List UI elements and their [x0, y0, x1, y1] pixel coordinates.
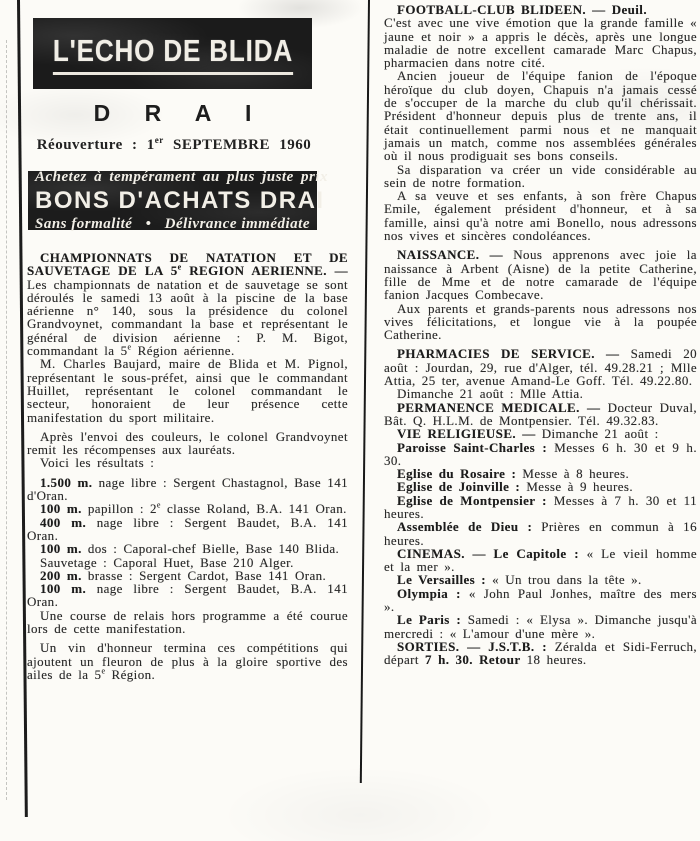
- text-segment: Prières en commun à 16 heures.: [384, 519, 697, 548]
- reopening-superscript: er: [154, 135, 164, 145]
- text-segment: 100 m.: [40, 501, 82, 517]
- text-segment: nage libre : Sergent Baudet, B.A. 141 Oran.: [27, 581, 348, 610]
- text-segment: Eglise de Joinville :: [397, 479, 527, 495]
- text-segment: Messe à 9 heures.: [526, 479, 634, 495]
- paragraph: [384, 573, 697, 586]
- text-segment: Messes 6 h. 30 et 9 h. 30.: [384, 439, 697, 468]
- ad-slogan-right: Délivrance immédiate: [164, 215, 310, 232]
- text-segment: Samedi : « Elysa ». Dimanche jusqu'à mercredi : « L'amour d'une mère ».: [384, 612, 697, 641]
- text-segment: Le Paris :: [397, 612, 468, 628]
- paragraph: [27, 542, 348, 555]
- text-segment: 18 heures.: [520, 652, 587, 668]
- paragraph: [384, 3, 697, 69]
- text-segment: Après l'envoi des couleurs, le colonel Grandvoynet remit les récompenses aux lauréats.: [27, 428, 348, 458]
- paragraph: [27, 516, 348, 543]
- ad-slogan-left: Sans formalité: [35, 215, 133, 232]
- masthead-title: L'ECHO DE BLIDA: [52, 33, 292, 75]
- paragraph: [384, 467, 697, 480]
- paragraph: [384, 163, 697, 190]
- reopening-text: Réouverture : 1: [36, 137, 155, 153]
- text-segment: Messes à 7 h. 30 et 11 heures.: [384, 492, 697, 521]
- paragraph: [384, 587, 697, 614]
- text-segment: NAISSANCE. —: [397, 247, 514, 263]
- text-segment: Sauvetage : Caporal Huet, Base 210 Alger.: [40, 554, 294, 570]
- paragraph: [384, 387, 697, 400]
- text-segment: Une course de relais hors programme a été courue lors de cette manifestation.: [27, 607, 348, 637]
- left-column: [27, 251, 348, 681]
- left-border-rule: [17, 0, 27, 817]
- drai-heading: D R A I: [93, 100, 266, 126]
- text-segment: « John Paul Jonhes, maître des mers ».: [384, 585, 697, 615]
- reopening-date: SEPTEMBRE 1960: [163, 137, 312, 153]
- text-segment: PHARMACIES DE SERVICE. —: [397, 346, 631, 362]
- text-segment: M. Charles Baujard, maire de Blida et M. Pignol, représentant le sous-préfet, ainsi que le commandant Huillet, représentant le colonel commandant le secteur, honoraient de leur présence cette manifestation du sport militaire.: [27, 356, 348, 425]
- text-segment: Zéralda et Sidi-Ferruch, départ: [384, 638, 697, 668]
- text-segment: Samedi 20 août : Jourdan, 29, rue d'Alger, tél. 49.28.21 ; Mlle Attia, 25 ter, avenue Amand-Le Goff. Tél. 49.22.80.: [384, 346, 698, 389]
- text-segment: CINEMAS. —: [397, 545, 494, 561]
- paragraph: [27, 569, 348, 582]
- text-segment: FOOTBALL-CLUB BLIDEEN. — Deuil.: [397, 2, 647, 17]
- text-segment: Un vin d'honneur termina ces compétitions qui ajoutent un fleuron de plus à la gloire sportive des ailes de la 5: [27, 640, 348, 682]
- bullet-separator: •: [145, 215, 152, 232]
- paragraph: [27, 582, 348, 609]
- paragraph: [27, 641, 348, 681]
- text-segment: Eglise de Montpensier :: [397, 492, 554, 508]
- paragraph: [384, 480, 697, 493]
- paragraph: [27, 251, 348, 357]
- text-segment: « Le vieil homme et la mer ».: [384, 545, 698, 575]
- paragraph: [384, 520, 697, 547]
- right-column: [384, 3, 697, 667]
- paragraph: [27, 502, 348, 515]
- text-segment: Nous apprenons avec joie la naissance à Arbent (Aisne) de la petite Catherine, fille de Mme et de notre camarade de l'équipe fanion Jacques Combecave.: [384, 247, 697, 303]
- text-segment: nage libre : Sergent Chastagnol, Base 141 d'Oran.: [27, 474, 349, 504]
- text-segment: classe Roland, B.A. 141 Oran.: [160, 501, 347, 517]
- text-segment: nage libre : Sergent Baudet, B.A. 141 Oran.: [27, 514, 348, 543]
- ad-main-text: BONS D'ACHATS DRAI: [35, 186, 325, 214]
- ad-box: [28, 168, 329, 232]
- paragraph: [384, 427, 697, 440]
- ad-slogan-bottom: [35, 216, 310, 233]
- ad-slogan-top: Achetez à tempérament au plus juste prix: [35, 168, 329, 185]
- text-segment: Dimanche 21 août :: [541, 426, 659, 442]
- page-edge-faint-rule: [6, 40, 7, 800]
- text-segment: « Un trou dans la tête ».: [492, 572, 642, 588]
- column-divider: [360, 0, 370, 783]
- text-segment: VIE RELIGIEUSE. —: [397, 426, 542, 442]
- text-segment: e: [177, 262, 182, 272]
- text-segment: Voici les résultats :: [40, 455, 155, 471]
- text-segment: e: [156, 501, 161, 511]
- text-segment: Région.: [105, 666, 156, 682]
- paragraph: [27, 609, 348, 636]
- text-segment: PERMANENCE MEDICALE. —: [397, 399, 608, 415]
- text-segment: Paroisse Saint-Charles :: [397, 439, 555, 455]
- paragraph: [384, 547, 697, 574]
- text-segment: Sa disparation va créer un vide considérable au sein de notre formation.: [384, 161, 697, 190]
- text-segment: 100 m.: [40, 581, 87, 597]
- text-segment: Assemblée de Dieu :: [397, 519, 542, 535]
- text-segment: papillon : 2: [81, 501, 157, 517]
- text-segment: 200 m.: [40, 567, 82, 583]
- text-segment: Eglise du Rosaire :: [397, 466, 523, 482]
- text-segment: dos : Caporal-chef Bielle, Base 140 Blida.: [81, 541, 340, 557]
- text-segment: Le Capitole :: [493, 545, 587, 561]
- text-segment: e: [127, 342, 132, 352]
- text-segment: Messe à 8 heures.: [522, 466, 630, 482]
- text-segment: CHAMPIONNATS DE NATATION ET DE SAUVETAGE DE LA 5: [27, 250, 348, 279]
- text-segment: 100 m.: [40, 541, 82, 557]
- text-segment: 1.500 m.: [40, 474, 93, 490]
- text-segment: C'est avec une vive émotion que la grande famille « jaune et noir » a appris le décès, après une longue maladie de notre excellent camarade Marc Chapus, pharmacien dans notre cité.: [384, 15, 697, 71]
- paragraph: [384, 189, 697, 242]
- text-segment: Les championnats de natation et de sauvetage se sont déroulés le samedi 13 août à la piscine de la base aérienne n° 140, sous la présidence du colonel Grandvoynet, commandant la base et représentant le général de division aérienne : P. M. Bigot, commandant la 5: [27, 276, 348, 359]
- text-segment: Région aérienne.: [131, 343, 235, 359]
- paragraph: [27, 456, 348, 469]
- paragraph: [27, 430, 348, 457]
- text-segment: Olympia :: [397, 585, 469, 601]
- paragraph: [384, 248, 697, 301]
- text-segment: Docteur Duval, Bât. Q. H.L.M. de Montpensier. Tél. 49.32.83.: [384, 399, 697, 428]
- paragraph: [384, 613, 697, 640]
- paragraph: [384, 640, 697, 667]
- paragraph: [27, 556, 348, 569]
- text-segment: 7 h. 30. Retour: [425, 652, 521, 668]
- paragraph: [27, 357, 348, 423]
- text-segment: A sa veuve et ses enfants, à son frère Chapus Emile, également président d'honneur, et à sa famille, ainsi qu'à notre ami Bonello, nous adressons nos vives et sincères condoléances.: [384, 188, 697, 244]
- text-segment: e: [101, 666, 106, 676]
- text-segment: Aux parents et grands-parents nous adressons nos vives félicitations, et longue vie à la poupée Catherine.: [384, 300, 697, 343]
- text-segment: Ancien joueur de l'équipe fanion de l'époque héroïque du club doyen, Chapuis n'a jamais cessé de s'occuper de la marche du club qu'il chérissait. Président d'honneur depuis plus de trente ans, il était continuellement parmi nous et ne manquait jamais un match, comme nos assemblées générales où il nous prodiguait ses bons conseils.: [384, 68, 697, 164]
- text-segment: REGION AERIENNE. —: [181, 263, 348, 279]
- paragraph: [384, 347, 697, 387]
- text-segment: brasse : Sergent Cardot, Base 141 Oran.: [81, 567, 327, 583]
- paragraph: [384, 69, 697, 162]
- paragraph: [384, 494, 697, 521]
- text-segment: 400 m.: [40, 514, 87, 530]
- paragraph: [384, 441, 697, 468]
- reopening-line: [24, 135, 324, 154]
- paragraph: [384, 401, 697, 428]
- text-segment: SORTIES. — J.S.T.B. :: [397, 638, 555, 654]
- masthead-title-box: [33, 18, 312, 89]
- paragraph: [27, 476, 348, 503]
- paragraph: [384, 302, 697, 342]
- text-segment: Le Versailles :: [397, 572, 493, 588]
- text-segment: Dimanche 21 août : Mlle Attia.: [397, 386, 584, 402]
